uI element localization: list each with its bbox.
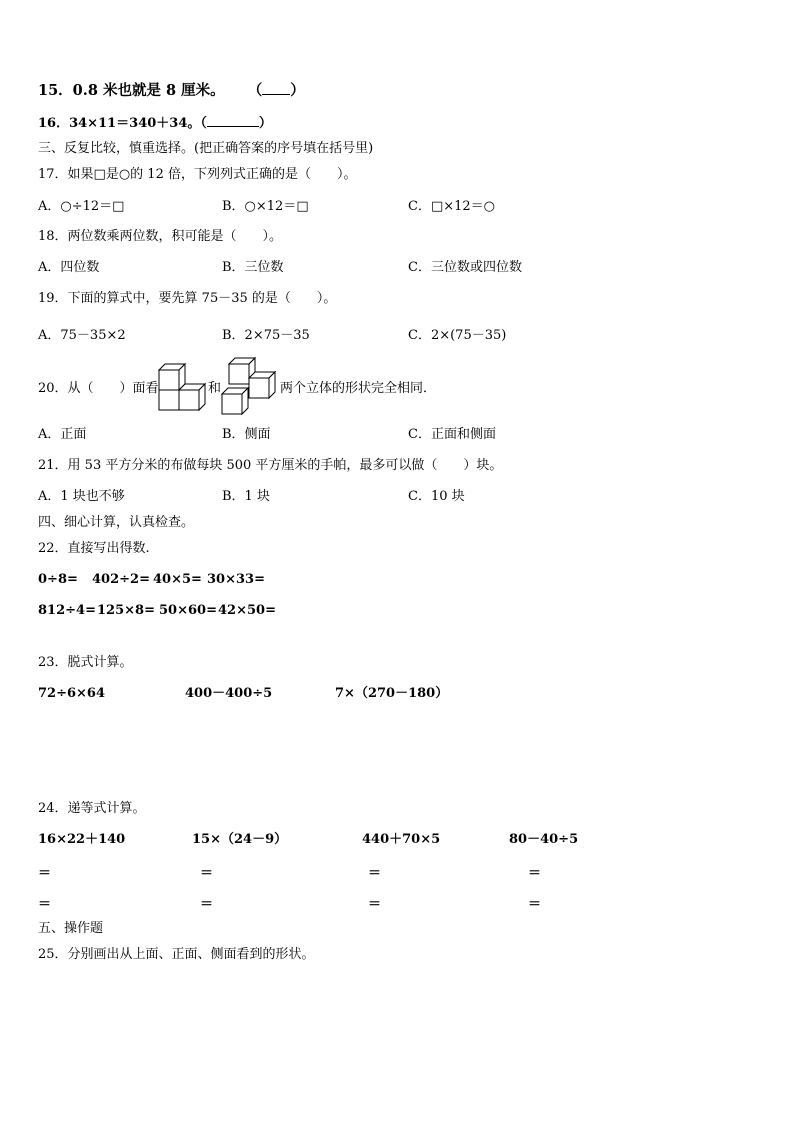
q23-item: 72÷6×64 <box>38 686 106 701</box>
question-21-stem: 21．用 53 平方分米的布做每块 500 平方厘米的手帕，最多可以做（ ）块。 <box>38 458 503 473</box>
q24-item: 80－40÷5 <box>509 832 579 847</box>
equals-sign: ＝ <box>368 897 382 912</box>
question-18-stem: 18．两位数乘两位数，积可能是（ ）。 <box>38 229 283 244</box>
equals-sign: ＝ <box>200 897 214 912</box>
paren-close: ） <box>258 116 272 131</box>
q18-option-c[interactable]: C．三位数或四位数 <box>408 260 522 275</box>
q17-option-b[interactable]: B．○×12＝□ <box>222 199 309 214</box>
q20-option-c[interactable]: C．正面和侧面 <box>408 427 496 442</box>
question-15-text: 15．0.8 米也就是 8 厘米。 <box>38 82 225 99</box>
q24-item: 440＋70×5 <box>362 832 441 847</box>
q18-option-a[interactable]: A．四位数 <box>38 260 100 275</box>
q21-option-b[interactable]: B．1 块 <box>222 489 270 504</box>
q17-option-a[interactable]: A．○÷12＝□ <box>38 199 125 214</box>
q20-option-b[interactable]: B．侧面 <box>222 427 271 442</box>
q21-option-a[interactable]: A．1 块也不够 <box>38 489 125 504</box>
equals-sign: ＝ <box>38 897 52 912</box>
question-25-stem: 25．分别画出从上面、正面、侧面看到的形状。 <box>38 947 315 962</box>
q22-item: 812÷4= <box>38 603 96 618</box>
answer-blank-15[interactable] <box>262 82 290 95</box>
question-19-stem: 19．下面的算式中，要先算 75－35 的是（ ）。 <box>38 291 337 306</box>
q22-item: 50×60= <box>159 603 217 618</box>
equals-sign: ＝ <box>368 866 382 881</box>
section-5-heading: 五、操作题 <box>38 921 104 936</box>
solid-figure-1 <box>156 362 208 414</box>
q20-option-a[interactable]: A．正面 <box>38 427 87 442</box>
q24-item: 15×（24－9） <box>192 832 288 847</box>
question-22-stem: 22．直接写出得数. <box>38 541 150 556</box>
q22-item: 42×50= <box>218 603 276 618</box>
answer-blank-16[interactable] <box>207 114 259 127</box>
question-16-text: 16．34×11＝340＋34。 <box>38 116 201 131</box>
q21-option-c[interactable]: C．10 块 <box>408 489 465 504</box>
question-20-stem-part-c: 两个立体的形状完全相同． <box>280 381 437 396</box>
q22-item: 40×5= <box>153 572 202 587</box>
q23-item: 400－400÷5 <box>185 686 273 701</box>
question-16 <box>38 114 272 133</box>
q19-option-b[interactable]: B．2×75－35 <box>222 328 310 343</box>
equals-sign: ＝ <box>528 897 542 912</box>
q24-item: 16×22＋140 <box>38 832 126 847</box>
equals-sign: ＝ <box>200 866 214 881</box>
q19-option-a[interactable]: A．75－35×2 <box>38 328 126 343</box>
equals-sign: ＝ <box>38 866 52 881</box>
paren-open: （ <box>200 116 207 131</box>
question-20-stem-part-b: 和 <box>208 381 222 396</box>
paren-open: （ <box>247 82 263 99</box>
solid-figure-2 <box>221 356 279 416</box>
q22-item: 125×8= <box>97 603 155 618</box>
q22-item: 30×33= <box>207 572 265 587</box>
q22-item: 402÷2= <box>92 572 150 587</box>
question-20-stem-part-a: 20．从（ ）面看 <box>38 381 159 396</box>
section-3-heading: 三、反复比较，慎重选择。(把正确答案的序号填在括号里) <box>38 141 374 156</box>
question-15 <box>38 82 305 100</box>
question-17-stem: 17．如果□是○的 12 倍，下列列式正确的是（ ）。 <box>38 167 357 182</box>
equals-sign: ＝ <box>528 866 542 881</box>
question-24-stem: 24．递等式计算。 <box>38 801 146 816</box>
q23-item: 7×（270－180） <box>335 686 449 701</box>
q17-option-c[interactable]: C．□×12＝○ <box>408 199 496 214</box>
paren-close: ） <box>290 82 305 99</box>
q22-item: 0÷8= <box>38 572 78 587</box>
section-4-heading: 四、细心计算，认真检查。 <box>38 515 195 530</box>
q18-option-b[interactable]: B．三位数 <box>222 260 284 275</box>
question-23-stem: 23．脱式计算。 <box>38 655 133 670</box>
q19-option-c[interactable]: C．2×(75－35) <box>408 328 507 343</box>
